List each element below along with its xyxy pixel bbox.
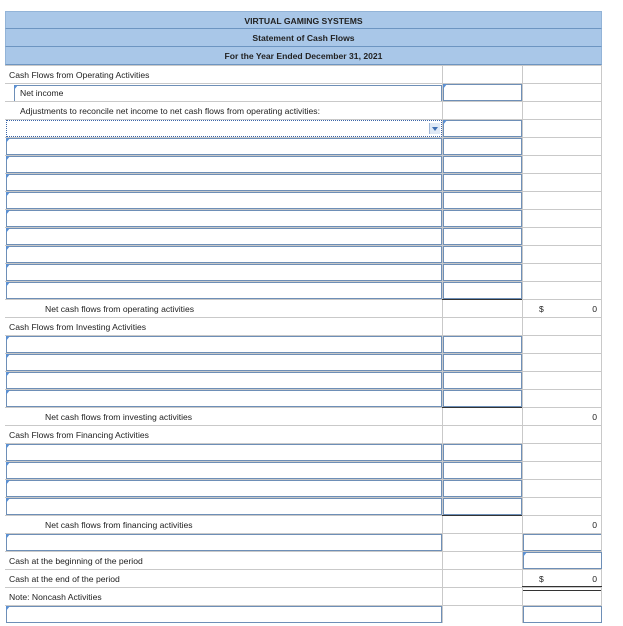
subtotal-line <box>522 569 602 587</box>
input-marker-icon <box>443 120 447 125</box>
investing-row <box>5 335 602 353</box>
adjustment-amount-input[interactable] <box>443 228 522 245</box>
investing-title-row <box>5 317 602 335</box>
subtotal-line <box>442 407 522 408</box>
input-marker-icon <box>6 264 10 269</box>
input-marker-icon <box>6 192 10 197</box>
adjustment-amount-input[interactable] <box>443 120 522 137</box>
input-marker-icon <box>6 336 10 341</box>
investing-total-label: Net cash flows from investing activities <box>45 412 193 422</box>
financing-amount-input[interactable] <box>443 462 522 479</box>
cash-beginning-label: Cash at the beginning of the period <box>9 556 143 566</box>
adjustment-account-input[interactable] <box>6 156 442 173</box>
input-marker-icon <box>443 84 447 89</box>
investing-account-input[interactable] <box>6 336 442 353</box>
adjustment-amount-input[interactable] <box>443 264 522 281</box>
net-income-label-field[interactable] <box>14 85 442 102</box>
financing-account-input[interactable] <box>6 444 442 461</box>
cash-beginning-amount-input[interactable] <box>523 552 602 569</box>
input-marker-icon <box>6 480 10 485</box>
financing-row <box>5 479 602 497</box>
input-marker-icon <box>6 246 10 251</box>
adjustment-amount-input[interactable] <box>443 138 522 155</box>
financing-amount-input[interactable] <box>443 444 522 461</box>
adjustment-amount-input[interactable] <box>443 246 522 263</box>
investing-account-input[interactable] <box>6 390 442 407</box>
investing-account-input[interactable] <box>6 354 442 371</box>
adjustment-account-input[interactable] <box>6 174 442 191</box>
chevron-down-icon[interactable] <box>429 123 440 134</box>
adjustment-amount-input[interactable] <box>443 210 522 227</box>
adjustment-account-input[interactable] <box>6 192 442 209</box>
financing-total-row <box>5 515 602 533</box>
investing-total-value: 0 <box>592 412 597 422</box>
adjustment-row <box>5 263 602 281</box>
cash-beginning-row <box>5 551 602 569</box>
adjustment-row <box>5 137 602 155</box>
adjustment-row <box>5 227 602 245</box>
net-income-label: Net income <box>20 88 64 98</box>
adjustment-account-input[interactable] <box>6 246 442 263</box>
currency-symbol: $ <box>539 574 544 584</box>
input-marker-icon <box>6 534 10 539</box>
noncash-label-input[interactable] <box>6 606 442 623</box>
adjustment-account-input[interactable] <box>6 264 442 281</box>
company-name: VIRTUAL GAMING SYSTEMS <box>5 11 602 29</box>
input-marker-icon <box>6 444 10 449</box>
adjustment-account-input[interactable] <box>6 210 442 227</box>
statement-period: For the Year Ended December 31, 2021 <box>5 47 602 65</box>
input-marker-icon <box>523 552 527 557</box>
operating-total-value: 0 <box>592 304 597 314</box>
net-income-row <box>5 83 602 101</box>
noncash-title-row <box>5 587 602 605</box>
input-marker-icon <box>6 462 10 467</box>
noncash-amount-input[interactable] <box>523 606 602 623</box>
financing-title-row <box>5 425 602 443</box>
investing-title: Cash Flows from Investing Activities <box>9 322 147 332</box>
financing-row <box>5 461 602 479</box>
investing-row <box>5 389 602 407</box>
adjustment-account-input[interactable] <box>6 228 442 245</box>
investing-amount-input[interactable] <box>443 354 522 371</box>
operating-total-row <box>5 299 602 317</box>
input-marker-icon <box>6 372 10 377</box>
input-marker-icon <box>6 174 10 179</box>
investing-amount-input[interactable] <box>443 372 522 389</box>
adjustments-row <box>5 101 602 119</box>
financing-row <box>5 443 602 461</box>
financing-row <box>5 497 602 515</box>
adjustment-amount-input[interactable] <box>443 282 522 299</box>
cash-end-value: 0 <box>592 574 597 584</box>
adjustment-row <box>5 191 602 209</box>
investing-account-input[interactable] <box>6 372 442 389</box>
subtotal-line <box>442 515 522 516</box>
noncash-row <box>5 605 602 623</box>
adjustments-label: Adjustments to reconcile net income to net cash flows from operating activities: <box>20 106 320 116</box>
adjustment-account-input[interactable] <box>6 138 442 155</box>
subtotal-line <box>522 533 602 551</box>
statement-title: Statement of Cash Flows <box>5 29 602 47</box>
financing-account-input[interactable] <box>6 498 442 515</box>
adjustment-account-input[interactable] <box>6 282 442 299</box>
currency-symbol: $ <box>539 304 544 314</box>
financing-total-label: Net cash flows from financing activities <box>45 520 193 530</box>
adjustment-amount-input[interactable] <box>443 192 522 209</box>
net-income-amount-input[interactable] <box>443 84 522 101</box>
noncash-title: Note: Noncash Activities <box>9 592 102 602</box>
investing-amount-input[interactable] <box>443 336 522 353</box>
operating-title-row <box>5 65 602 83</box>
investing-row <box>5 371 602 389</box>
cash-end-row <box>5 569 602 587</box>
financing-amount-input[interactable] <box>443 498 522 515</box>
adjustment-row <box>5 173 602 191</box>
adjustment-row <box>5 155 602 173</box>
adjustment-account-select[interactable] <box>6 120 442 137</box>
investing-amount-input[interactable] <box>443 390 522 407</box>
adjustment-row <box>5 119 602 137</box>
input-marker-icon <box>6 390 10 395</box>
net-change-row <box>5 533 602 551</box>
input-marker-icon <box>6 606 10 611</box>
adjustment-amount-input[interactable] <box>443 174 522 191</box>
financing-account-input[interactable] <box>6 480 442 497</box>
investing-total-row <box>5 407 602 425</box>
input-marker-icon <box>6 354 10 359</box>
input-marker-icon <box>6 138 10 143</box>
operating-title: Cash Flows from Operating Activities <box>9 70 150 80</box>
financing-total-value: 0 <box>592 520 597 530</box>
input-marker-icon <box>6 210 10 215</box>
investing-row <box>5 353 602 371</box>
financing-title: Cash Flows from Financing Activities <box>9 430 149 440</box>
adjustment-amount-input[interactable] <box>443 156 522 173</box>
cash-end-label: Cash at the end of the period <box>9 574 120 584</box>
input-marker-icon <box>6 282 10 287</box>
net-change-label-input[interactable] <box>6 534 442 551</box>
adjustment-row <box>5 245 602 263</box>
adjustment-row <box>5 281 602 299</box>
input-marker-icon <box>6 156 10 161</box>
subtotal-line <box>442 299 522 300</box>
financing-amount-input[interactable] <box>443 480 522 497</box>
financing-account-input[interactable] <box>6 462 442 479</box>
operating-total-label: Net cash flows from operating activities <box>45 304 195 314</box>
input-marker-icon <box>14 85 18 90</box>
input-marker-icon <box>6 228 10 233</box>
input-marker-icon <box>6 498 10 503</box>
adjustment-row <box>5 209 602 227</box>
